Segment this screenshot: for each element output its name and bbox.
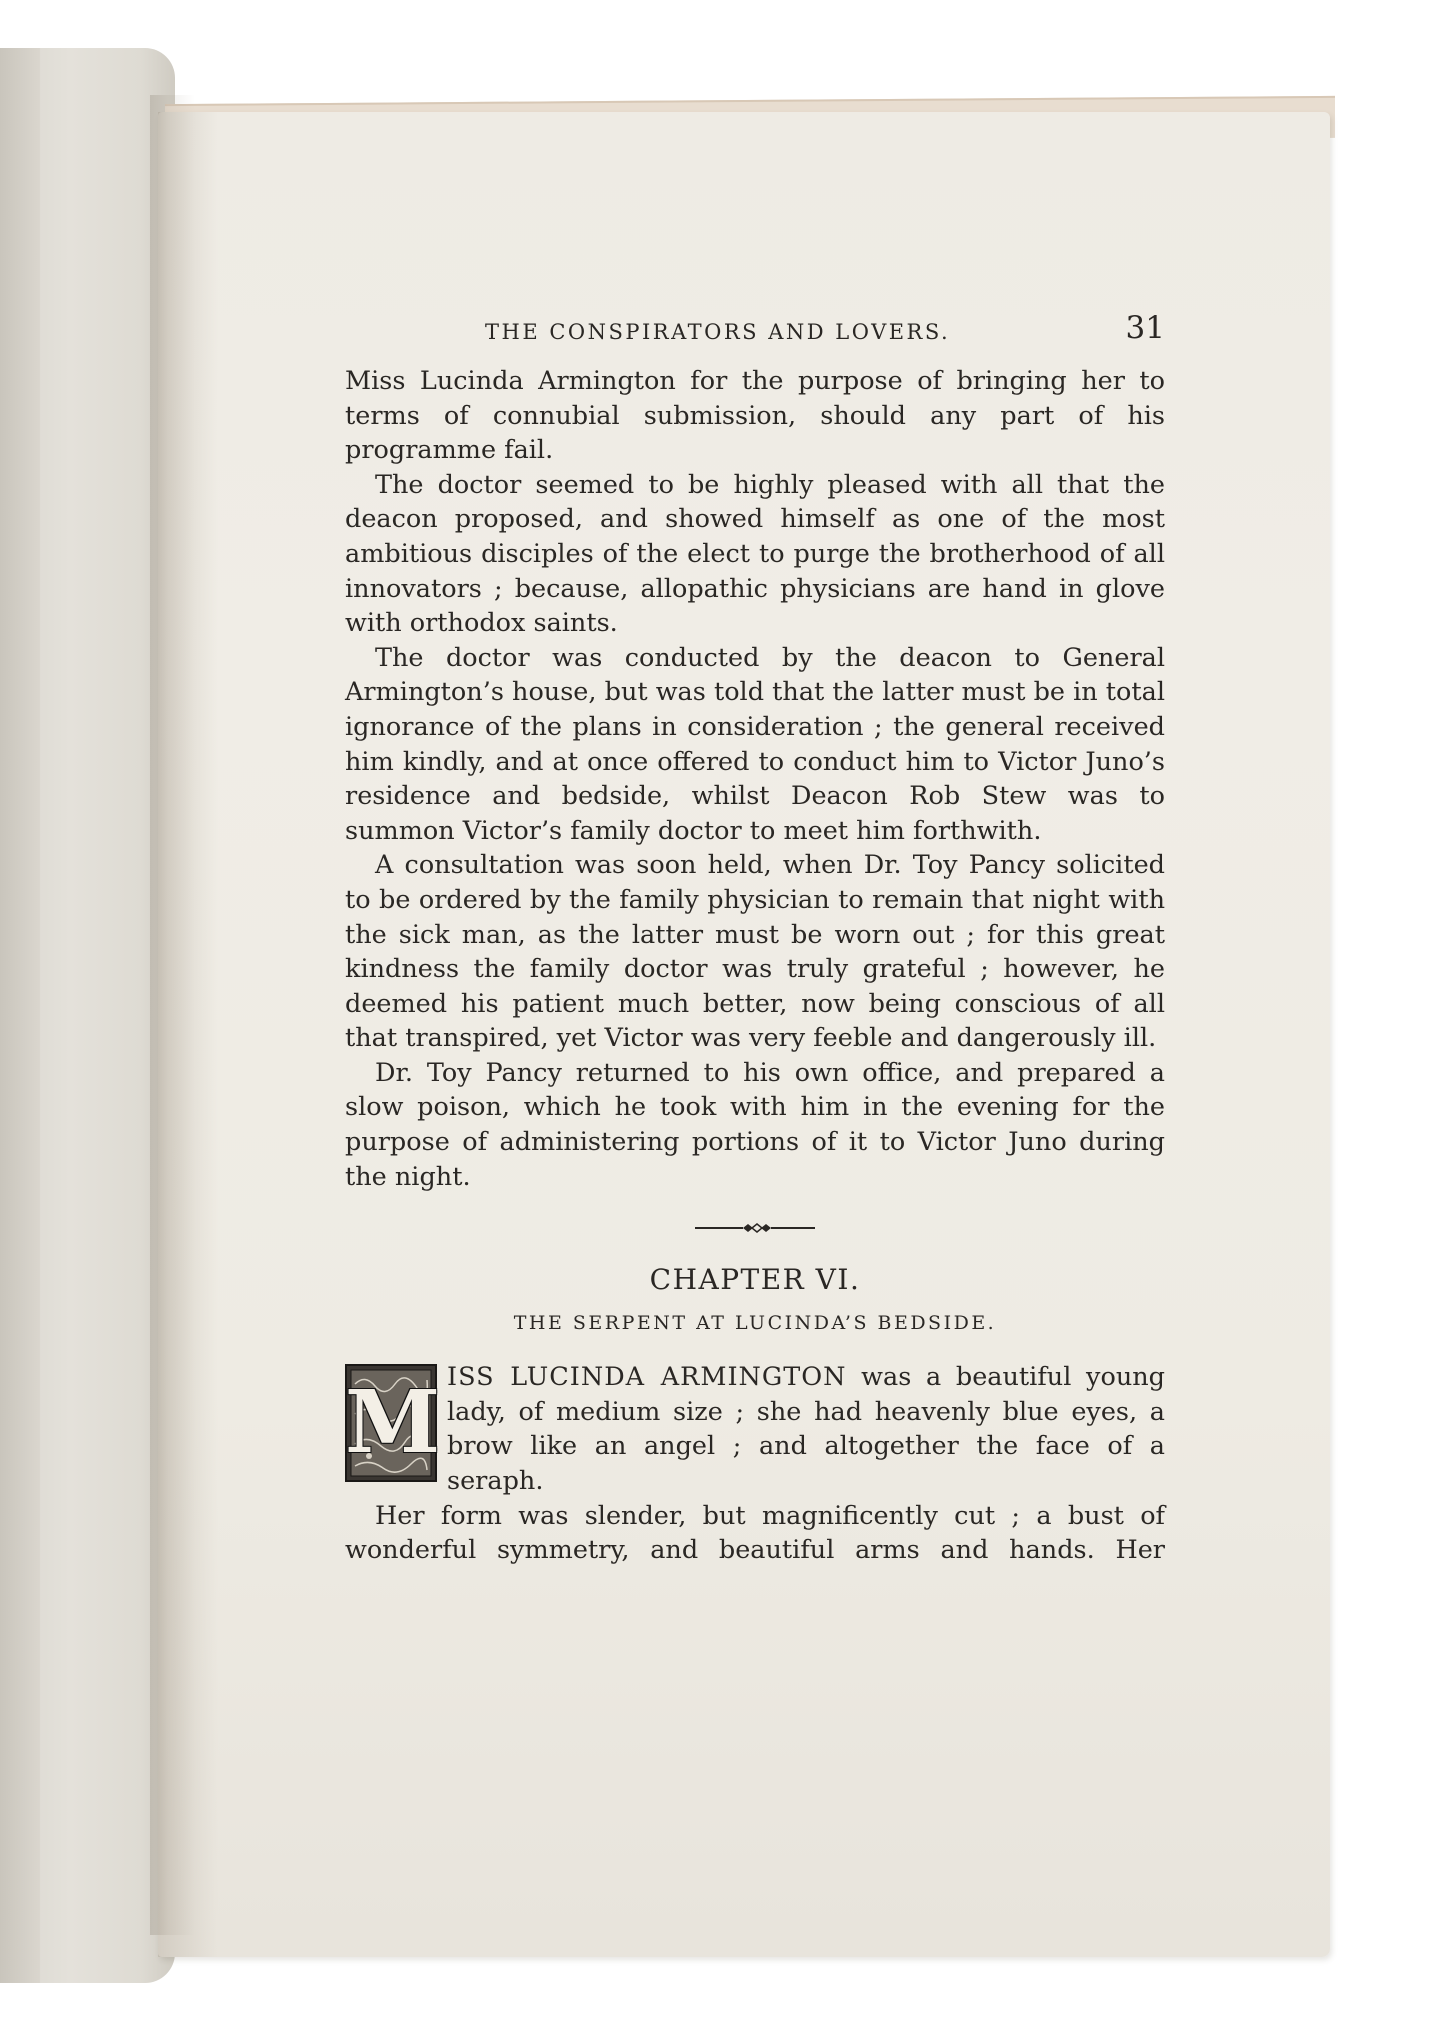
running-head-title: THE CONSPIRATORS AND LOVERS. [485, 320, 951, 344]
paragraph-2: The doctor seemed to be highly pleased with all that the deacon proposed, and showed himself as one of the most ambitious disciples of the elect to purge the brotherhood of all innovators ; because, allopathic physicians are hand in glove with orthodox saints. [345, 469, 1165, 639]
chapter-title: CHAPTER VI. [649, 1263, 861, 1297]
opening-small-caps: ISS LUCINDA ARMINGTON [447, 1362, 847, 1393]
paragraph-3: The doctor was conducted by the deacon to General Armington’s house, but was told that the latter must be in total ignorance of the plans in consideration ; the general received him kindly, and at once offered to conduct him to Victor Juno’s residence and bedside, whilst Deacon Rob Stew was to summon Victor’s family doctor to meet him forthwith. [345, 642, 1165, 846]
page-text-block [345, 302, 1165, 1568]
chapter-opening [345, 1360, 1165, 1498]
running-head [345, 302, 1165, 352]
gutter-shadow [150, 95, 195, 1935]
paragraph-4: A consultation was soon held, when Dr. Toy Pancy solicited to be ordered by the family physician to remain that night with the sick man, as the latter must be worn out ; for this great kindness the family doctor was truly grateful ; however, he deemed his patient much better, now being conscious of all that transpired, yet Victor was very feeble and dangerously ill. [345, 850, 1165, 1054]
page-number: 31 [1125, 310, 1165, 346]
opening-text: was a beautiful young lady, of medium size ; she had heavenly blue eyes, a brow like an angel ; and altogether the face of a seraph. [447, 1362, 1165, 1497]
section-divider-ornament [695, 1222, 815, 1234]
drop-cap-letter: M [345, 1372, 441, 1474]
paragraph-5: Dr. Toy Pancy returned to his own office, and prepared a slow poison, which he took with him in the evening for the purpose of administering portions of it to Victor Juno during the night. [345, 1057, 1165, 1192]
chapter-subtitle: THE SERPENT AT LUCINDA’S BEDSIDE. [513, 1312, 997, 1335]
paragraph-1: Miss Lucinda Armington for the purpose of bringing her to terms of connubial submission, should any part of his programme fail. [345, 366, 1165, 466]
paragraph-6: Her form was slender, but magnificently cut ; a bust of wonderful symmetry, and beautiful arms and hands. Her [345, 1500, 1165, 1566]
left-page-edge [0, 48, 40, 1983]
chapter-opening-paragraph [345, 1360, 1165, 1498]
decorative-drop-cap [345, 1364, 441, 1482]
